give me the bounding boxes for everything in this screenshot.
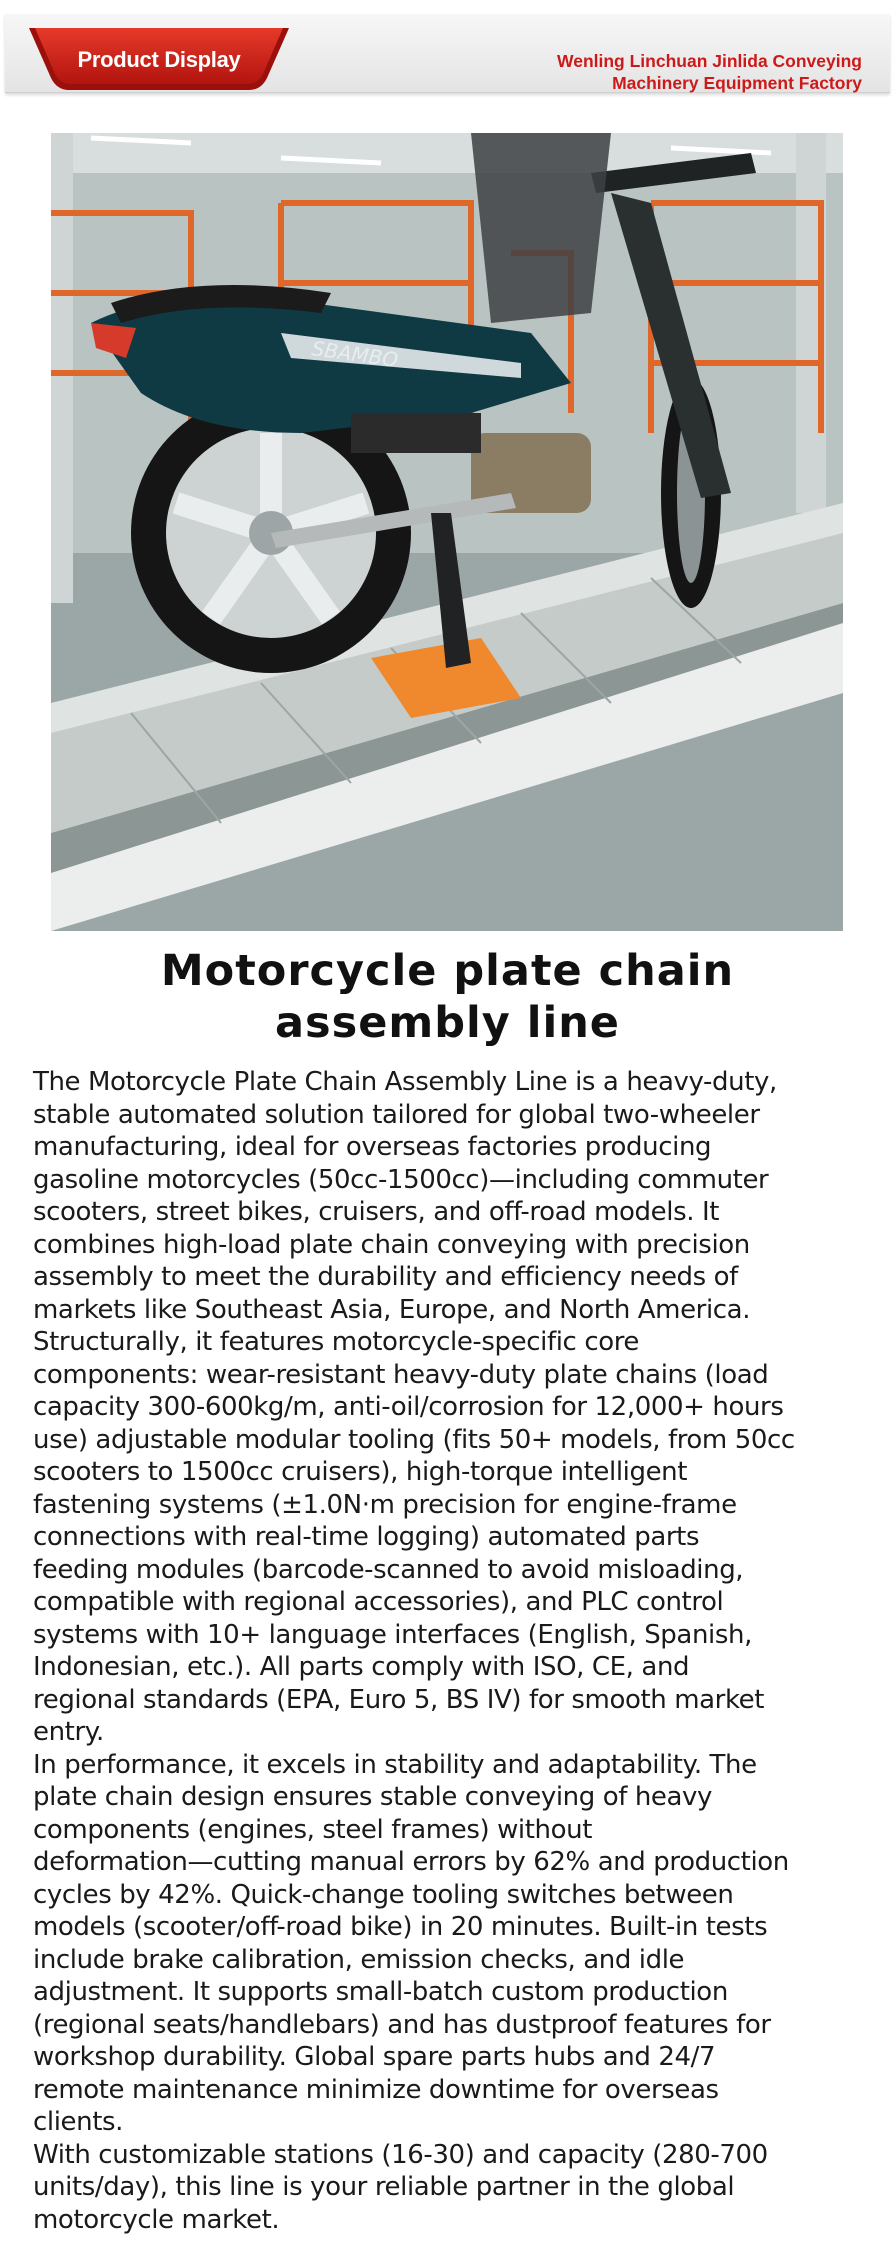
page-title-line2: assembly line [275,998,620,1048]
company-name [462,50,862,94]
page-title-line1: Motorcycle plate chain [160,946,735,996]
header-bar [5,14,890,93]
product-display-tab [29,28,289,92]
description-paragraph-2: In performance, it excels in stability and adaptability. The plate chain design ensures stable conveying of heavy components (engines, steel frames) without deformation—cutting manual errors by 62% and production cycles by 42%. Quick-change tooling switches between models (scooter/off-road bike) in 20 minutes. Built-in tests include brake calibration, emission checks, and idle adjustment. It supports small-batch custom production (regional seats/handlebars) and has dustproof features for workshop durability. Global spare parts hubs and 24/7 remote maintenance minimize downtime for overseas clients. [33,1749,789,2137]
company-name-line2: Machinery Equipment Factory [612,73,862,93]
page-title [0,945,895,1049]
description-paragraph-1: The Motorcycle Plate Chain Assembly Line is a heavy-duty, stable automated solution tailored for global two-wheeler manufacturing, ideal for overseas factories producing gasoline motorcycles (50cc-1500cc)—including commuter scooters, street bikes, cruisers, and off-road models. It combines high-load plate chain conveying with precision assembly to meet the durability and efficiency needs of markets like Southeast Asia, Europe, and North America. Structurally, it features motorcycle-specific core components: wear-resistant heavy-duty plate chains (load capacity 300-600kg/m, anti-oil/corrosion for 12,000+ hours use) adjustable modular tooling (fits 50+ models, from 50cc scooters to 1500cc cruisers), high-torque intelligent fastening systems (±1.0N·m precision for engine-frame connections with real-time logging) automated parts feeding modules (barcode-scanned to avoid misloading, compatible with regional accessories), and PLC control systems with 10+ language interfaces (English, Spanish, Indonesian, etc.). All parts comply with ISO, CE, and regional standards (EPA, Euro 5, BS IV) for smooth market entry. [33,1067,795,1747]
description-text [33,1066,883,2236]
tab-label: Product Display [77,47,241,72]
description-paragraph-3: With customizable stations (16-30) and capacity (280-700 units/day), this line is your reliable partner in the global motorcycle market. [33,2139,768,2235]
company-name-line1: Wenling Linchuan Jinlida Conveying [557,51,862,71]
product-photo [51,133,843,931]
brand-decal: SBAMBO [310,336,400,373]
motorcycle-illustration [51,133,843,931]
